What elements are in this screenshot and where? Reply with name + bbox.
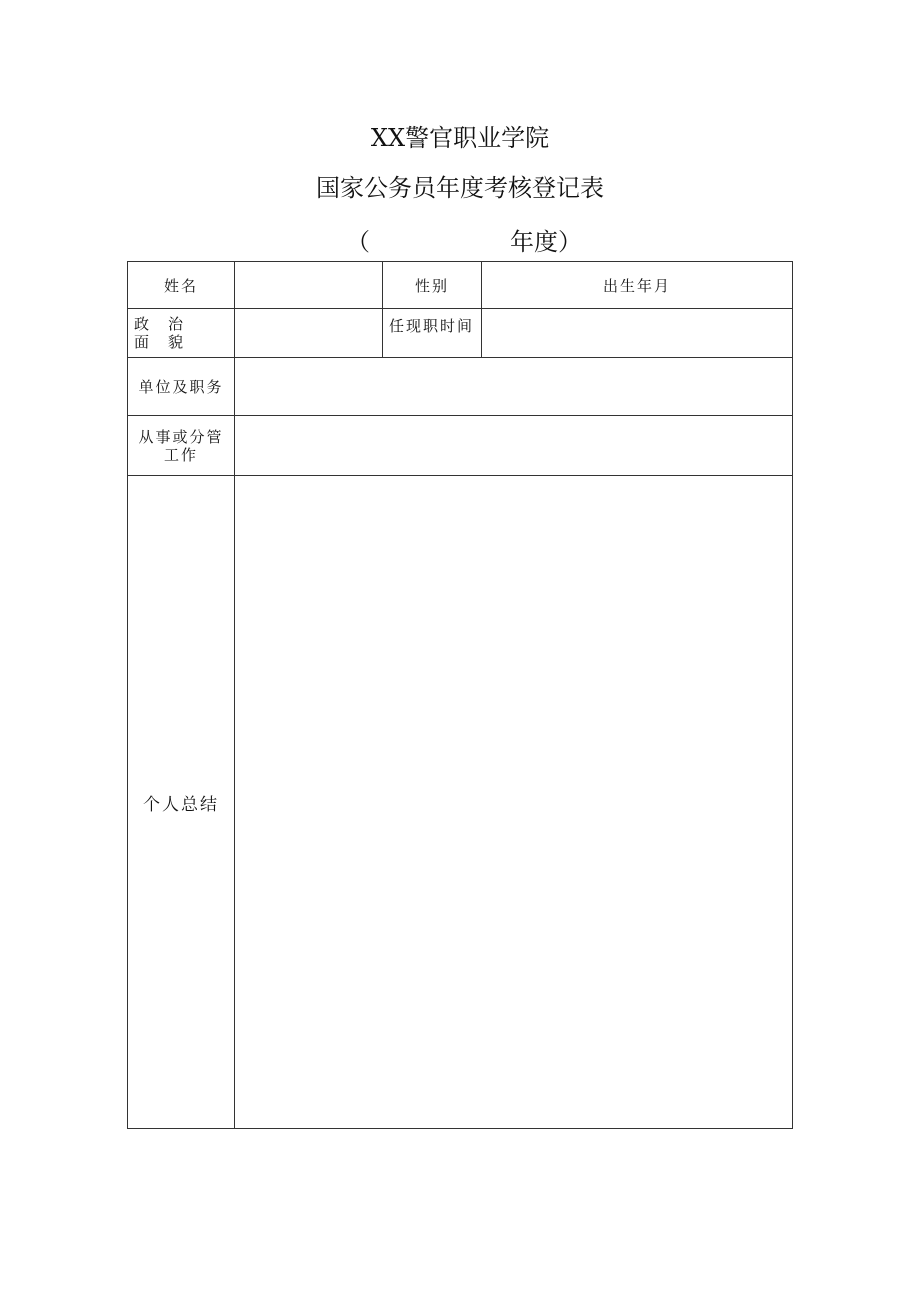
birth-date-label: 出生年月 xyxy=(602,276,671,295)
gender-label: 性别 xyxy=(383,262,482,309)
political-status-label xyxy=(128,309,235,357)
year-line xyxy=(0,222,920,254)
political-status-label-line1: 政 治 xyxy=(134,315,186,334)
year-label: 年度） xyxy=(510,228,582,256)
work-scope-label-line1: 从事或分管 xyxy=(138,427,224,446)
work-scope-label xyxy=(128,415,235,475)
political-status-field[interactable] xyxy=(235,309,383,357)
registration-form-table xyxy=(127,261,793,1129)
name-label: 姓名 xyxy=(128,262,235,309)
work-scope-label-line2: 工作 xyxy=(163,445,198,464)
year-open-paren: （ xyxy=(346,228,370,256)
unit-position-field[interactable] xyxy=(235,357,793,415)
form-title: 国家公务员年度考核登记表 xyxy=(316,174,604,202)
personal-summary-field[interactable] xyxy=(235,476,793,1129)
personal-summary-label: 个人总结 xyxy=(128,476,235,1129)
unit-position-label: 单位及职务 xyxy=(128,357,235,415)
work-scope-field[interactable] xyxy=(235,415,793,475)
birth-date-field[interactable] xyxy=(482,262,793,309)
name-field[interactable] xyxy=(235,262,383,309)
political-status-label-line2: 面 貌 xyxy=(134,333,186,352)
institution-title: XX警官职业学院 xyxy=(370,124,550,152)
tenure-label: 任现职时间 xyxy=(383,309,482,357)
tenure-field[interactable] xyxy=(482,309,793,357)
